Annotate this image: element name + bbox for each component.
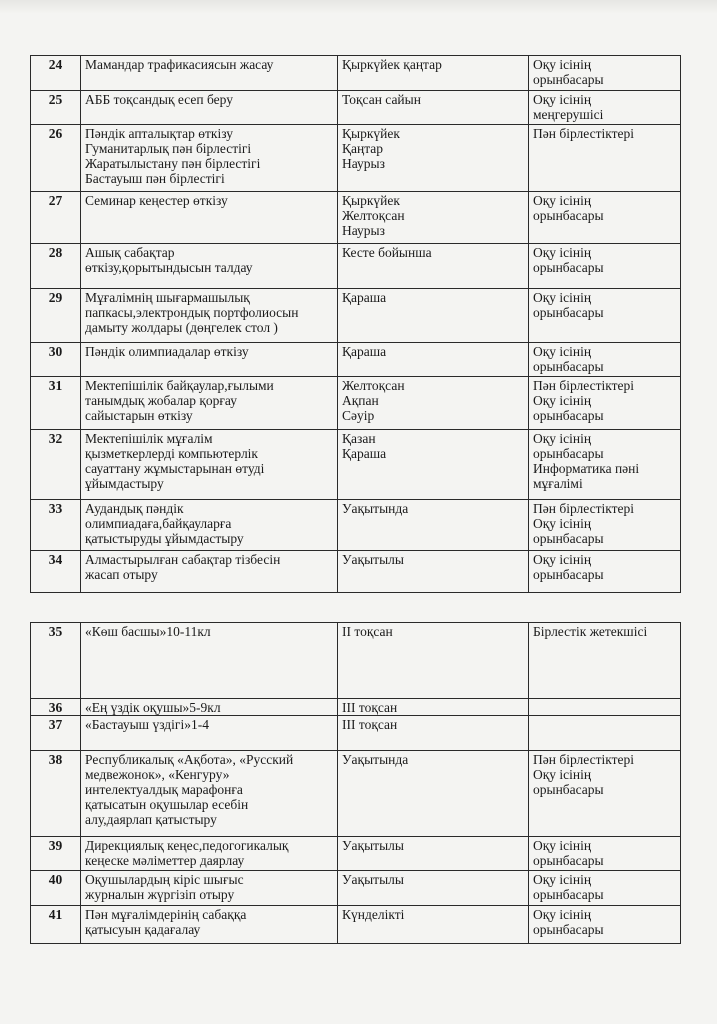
row-number: 39	[31, 837, 81, 871]
responsible-cell: Оқу ісінің орынбасары	[529, 906, 681, 944]
task-cell: Ашық сабақтар өткізу,қорытындысын талдау	[81, 244, 338, 289]
table-row	[31, 551, 681, 593]
table-row	[31, 343, 681, 377]
table-row	[31, 871, 681, 906]
responsible-cell: Пән бірлестіктері Оқу ісінің орынбасары	[529, 377, 681, 430]
row-number: 41	[31, 906, 81, 944]
task-cell: Семинар кеңестер өткізу	[81, 192, 338, 244]
date-cell: Қазан Қараша	[338, 430, 529, 500]
responsible-cell: Оқу ісінің орынбасары	[529, 871, 681, 906]
date-cell: Күнделікті	[338, 906, 529, 944]
date-cell: Қараша	[338, 289, 529, 343]
task-cell: «Ең үздік оқушы»5-9кл	[81, 699, 338, 716]
date-cell: Уақытылы	[338, 551, 529, 593]
table-row	[31, 837, 681, 871]
date-cell: ІІІ тоқсан	[338, 699, 529, 716]
task-cell: Мамандар трафикасиясын жасау	[81, 56, 338, 91]
responsible-cell: Оқу ісінің орынбасары	[529, 343, 681, 377]
task-cell: Пәндік олимпиадалар өткізу	[81, 343, 338, 377]
task-cell: Алмастырылған сабақтар тізбесін жасап отыру	[81, 551, 338, 593]
date-cell: Қыркүйек Желтоқсан Наурыз	[338, 192, 529, 244]
date-cell: Қыркүйек Қаңтар Наурыз	[338, 125, 529, 192]
date-cell: Тоқсан сайын	[338, 91, 529, 125]
task-cell: «Бастауыш үздігі»1-4	[81, 716, 338, 751]
responsible-cell: Оқу ісінің орынбасары	[529, 837, 681, 871]
task-cell: АББ тоқсандық есеп беру	[81, 91, 338, 125]
task-cell: Республикалық «Ақбота», «Русский медвежонок», «Кенгуру» интелектуалдық марафонға қатысатын оқушылар есебін алу,даярлап қатыстыру	[81, 751, 338, 837]
date-cell: Уақытында	[338, 500, 529, 551]
responsible-cell: Пән бірлестіктері	[529, 125, 681, 192]
row-number: 33	[31, 500, 81, 551]
responsible-cell: Бірлестік жетекшісі	[529, 623, 681, 699]
responsible-cell	[529, 716, 681, 751]
row-number: 38	[31, 751, 81, 837]
task-cell: Аудандық пәндік олимпиадаға,байқауларға қатыстыруды ұйымдастыру	[81, 500, 338, 551]
table-row	[31, 377, 681, 430]
task-cell: Мектепішілік байқаулар,ғылыми танымдық жобалар қорғау сайыстарын өткізу	[81, 377, 338, 430]
row-number: 34	[31, 551, 81, 593]
table-row	[31, 91, 681, 125]
responsible-cell: Пән бірлестіктері Оқу ісінің орынбасары	[529, 751, 681, 837]
date-cell: Желтоқсан Ақпан Сәуір	[338, 377, 529, 430]
table-row	[31, 192, 681, 244]
date-cell: Уақытылы	[338, 871, 529, 906]
table-row	[31, 716, 681, 751]
table-row	[31, 500, 681, 551]
task-cell: Пәндік апталықтар өткізу Гуманитарлық пән бірлестігі Жаратылыстану пән бірлестігі Бастауыш пән бірлестігі	[81, 125, 338, 192]
table-row	[31, 623, 681, 699]
responsible-cell: Оқу ісінің орынбасары	[529, 56, 681, 91]
table-row	[31, 125, 681, 192]
responsible-cell: Оқу ісінің орынбасары	[529, 289, 681, 343]
responsible-cell: Оқу ісінің меңгерушісі	[529, 91, 681, 125]
row-number: 26	[31, 125, 81, 192]
row-number: 36	[31, 699, 81, 716]
date-cell: Қыркүйек қаңтар	[338, 56, 529, 91]
responsible-cell: Оқу ісінің орынбасары Информатика пәні мұғалімі	[529, 430, 681, 500]
date-cell: Уақытында	[338, 751, 529, 837]
responsible-cell	[529, 699, 681, 716]
row-number: 40	[31, 871, 81, 906]
plan-table-top	[30, 55, 681, 593]
table-row	[31, 699, 681, 716]
table-row	[31, 751, 681, 837]
task-cell: Дирекциялық кеңес,педогогикалық кеңеске мәліметтер даярлау	[81, 837, 338, 871]
row-number: 32	[31, 430, 81, 500]
task-cell: Мектепішілік мұғалім қызметкерлерді компьютерлік сауаттану жұмыстарынан өтуді ұйымдастыру	[81, 430, 338, 500]
date-cell: Қараша	[338, 343, 529, 377]
date-cell: Уақытылы	[338, 837, 529, 871]
date-cell: ІІІ тоқсан	[338, 716, 529, 751]
row-number: 25	[31, 91, 81, 125]
row-number: 35	[31, 623, 81, 699]
row-number: 30	[31, 343, 81, 377]
table-row	[31, 244, 681, 289]
task-cell: Мұғалімнің шығармашылық папкасы,электрондық портфолиосын дамыту жолдары (дөңгелек стол )	[81, 289, 338, 343]
date-cell: ІІ тоқсан	[338, 623, 529, 699]
responsible-cell: Оқу ісінің орынбасары	[529, 551, 681, 593]
plan-table-bottom	[30, 622, 681, 944]
table-row	[31, 906, 681, 944]
responsible-cell: Оқу ісінің орынбасары	[529, 192, 681, 244]
task-cell: Оқушылардың кіріс шығыс журналын жүргізіп отыру	[81, 871, 338, 906]
table-row	[31, 430, 681, 500]
row-number: 37	[31, 716, 81, 751]
row-number: 31	[31, 377, 81, 430]
task-cell: «Көш басшы»10-11кл	[81, 623, 338, 699]
date-cell: Кесте бойынша	[338, 244, 529, 289]
task-cell: Пән мұғалімдерінің сабаққа қатысуын қадағалау	[81, 906, 338, 944]
row-number: 29	[31, 289, 81, 343]
row-number: 24	[31, 56, 81, 91]
table-row	[31, 289, 681, 343]
row-number: 27	[31, 192, 81, 244]
responsible-cell: Оқу ісінің орынбасары	[529, 244, 681, 289]
row-number: 28	[31, 244, 81, 289]
responsible-cell: Пән бірлестіктері Оқу ісінің орынбасары	[529, 500, 681, 551]
table-row	[31, 56, 681, 91]
